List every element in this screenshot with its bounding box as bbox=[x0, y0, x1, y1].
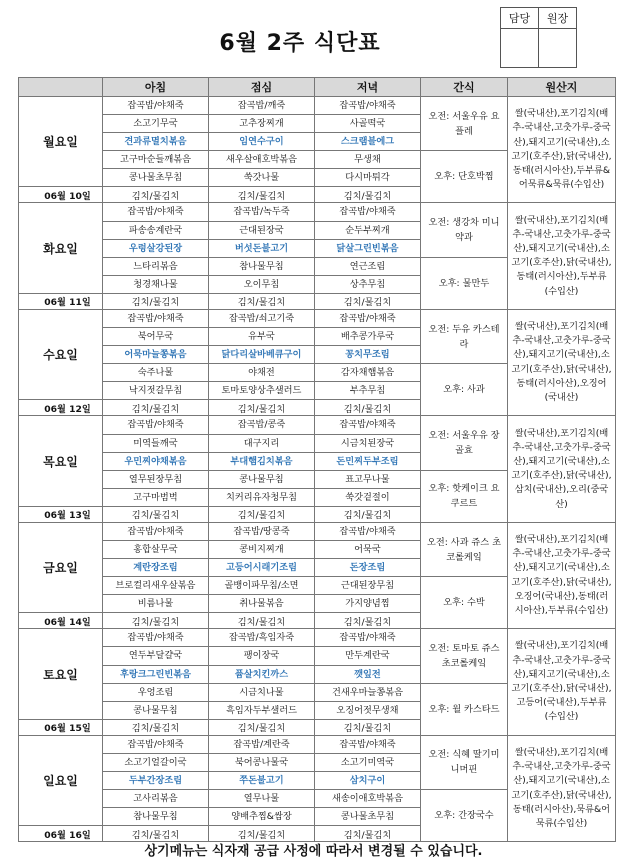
day-date: 06월 10일 bbox=[19, 187, 103, 203]
dinner-item: 잡곡밥/야채죽 bbox=[315, 309, 421, 327]
day-name: 일요일 bbox=[43, 774, 78, 789]
day-name: 금요일 bbox=[43, 561, 78, 576]
dinner-item: 오징어젓무생채 bbox=[315, 701, 421, 719]
lunch-item: 흑임자두부샐러드 bbox=[209, 701, 315, 719]
dinner-item: 돈장조림 bbox=[315, 559, 421, 577]
dinner-item: 다시마튀각 bbox=[315, 169, 421, 187]
dinner-item: 연근조림 bbox=[315, 257, 421, 275]
lunch-item: 콩비지찌개 bbox=[209, 540, 315, 558]
day-name-cell bbox=[19, 629, 103, 719]
lunch-item: 취나물볶음 bbox=[209, 595, 315, 613]
breakfast-item: 낙지젓갈무침 bbox=[103, 382, 209, 400]
breakfast-item: 열무된장무침 bbox=[103, 470, 209, 488]
lunch-item: 고등어시래기조림 bbox=[209, 559, 315, 577]
approval-label-director: 원장 bbox=[539, 8, 577, 29]
header-row bbox=[19, 78, 616, 97]
dinner-kimchi: 김치/물김치 bbox=[315, 187, 421, 203]
lunch-item: 버섯돈불고기 bbox=[209, 239, 315, 257]
dinner-item: 깻잎전 bbox=[315, 665, 421, 683]
lunch-item: 골뱅이파무침/소면 bbox=[209, 577, 315, 595]
page-title: 6월 2주 식단표 bbox=[219, 31, 381, 56]
lunch-item: 유부국 bbox=[209, 328, 315, 346]
lunch-item: 잡곡밥/쇠고기죽 bbox=[209, 309, 315, 327]
dinner-item: 사골떡국 bbox=[315, 115, 421, 133]
day-name: 월요일 bbox=[43, 135, 78, 150]
day-name-cell bbox=[19, 309, 103, 399]
lunch-item: 임연수구이 bbox=[209, 133, 315, 151]
breakfast-kimchi: 김치/물김치 bbox=[103, 400, 209, 416]
day-name-cell bbox=[19, 203, 103, 293]
dinner-item: 소고기미역국 bbox=[315, 753, 421, 771]
breakfast-item: 느타리볶음 bbox=[103, 257, 209, 275]
breakfast-item: 잡곡밥/야채죽 bbox=[103, 522, 209, 540]
lunch-item: 북어콩나물국 bbox=[209, 753, 315, 771]
dinner-item: 건새우마늘쫑볶음 bbox=[315, 683, 421, 701]
lunch-kimchi: 김치/물김치 bbox=[209, 506, 315, 522]
day-date: 06월 15일 bbox=[19, 719, 103, 735]
dinner-kimchi: 김치/물김치 bbox=[315, 719, 421, 735]
breakfast-item: 숙주나물 bbox=[103, 364, 209, 382]
dinner-item: 표고무나물 bbox=[315, 470, 421, 488]
breakfast-item: 우렁살강된장 bbox=[103, 239, 209, 257]
lunch-item: 콩나물무침 bbox=[209, 470, 315, 488]
breakfast-item: 미역들깨국 bbox=[103, 434, 209, 452]
origin-info: 쌀(국내산),포기김치(배추-국내산,고춧가루-중국산),돼지고기(국내산),소고기(호주산),닭(국내산),삼치(국내산),오리(중국산) bbox=[508, 416, 616, 522]
lunch-item: 쑥갓나물 bbox=[209, 169, 315, 187]
table-row bbox=[19, 309, 616, 327]
table-row bbox=[19, 629, 616, 647]
day-name: 토요일 bbox=[43, 667, 78, 682]
snack-afternoon: 오후: 사과 bbox=[421, 364, 508, 416]
breakfast-kimchi: 김치/물김치 bbox=[103, 826, 209, 842]
breakfast-kimchi: 김치/물김치 bbox=[103, 506, 209, 522]
breakfast-item: 북어무국 bbox=[103, 328, 209, 346]
breakfast-kimchi: 김치/물김치 bbox=[103, 613, 209, 629]
lunch-item: 부대햄김치볶음 bbox=[209, 452, 315, 470]
dinner-item: 가지양념찜 bbox=[315, 595, 421, 613]
dinner-item: 상추무침 bbox=[315, 275, 421, 293]
breakfast-item: 소고기얼갈이국 bbox=[103, 753, 209, 771]
breakfast-kimchi: 김치/물김치 bbox=[103, 293, 209, 309]
breakfast-item: 고구마순들깨볶음 bbox=[103, 151, 209, 169]
dinner-item: 스크램블에그 bbox=[315, 133, 421, 151]
snack-morning: 오전: 토마토 쥬스 초코롤케잌 bbox=[421, 629, 508, 683]
dinner-item: 순두부찌개 bbox=[315, 221, 421, 239]
snack-afternoon: 오후: 단호박찜 bbox=[421, 151, 508, 203]
breakfast-item: 계란장조림 bbox=[103, 559, 209, 577]
day-name-cell bbox=[19, 416, 103, 506]
dinner-item: 근대된장무침 bbox=[315, 577, 421, 595]
snack-morning: 오전: 식혜 딸기미니머핀 bbox=[421, 735, 508, 789]
day-name-cell bbox=[19, 735, 103, 825]
lunch-item: 참나물무침 bbox=[209, 257, 315, 275]
table-row bbox=[19, 203, 616, 221]
breakfast-item: 잡곡밥/야채죽 bbox=[103, 735, 209, 753]
breakfast-item: 참나물무침 bbox=[103, 808, 209, 826]
lunch-kimchi: 김치/물김치 bbox=[209, 293, 315, 309]
breakfast-item: 잡곡밥/야채죽 bbox=[103, 309, 209, 327]
snack-morning: 오전: 서울우유 요플레 bbox=[421, 97, 508, 151]
breakfast-kimchi: 김치/물김치 bbox=[103, 187, 209, 203]
dinner-item: 어묵국 bbox=[315, 540, 421, 558]
header-snack: 간식 bbox=[421, 78, 508, 97]
header-day bbox=[19, 78, 103, 97]
header-breakfast: 아침 bbox=[103, 78, 209, 97]
dinner-kimchi: 김치/물김치 bbox=[315, 400, 421, 416]
snack-morning: 오전: 사과 쥬스 초코롤케잌 bbox=[421, 522, 508, 576]
breakfast-item: 홍합살무국 bbox=[103, 540, 209, 558]
snack-afternoon: 오후: 간장국수 bbox=[421, 790, 508, 842]
dinner-item: 잡곡밥/야채죽 bbox=[315, 416, 421, 434]
dinner-item: 닭살그린빈볶음 bbox=[315, 239, 421, 257]
breakfast-item: 브로컬리새우살볶음 bbox=[103, 577, 209, 595]
dinner-item: 쑥갓겉절이 bbox=[315, 488, 421, 506]
dinner-item: 부추무침 bbox=[315, 382, 421, 400]
approval-sign-director[interactable] bbox=[539, 29, 577, 68]
approval-label-staff: 담당 bbox=[501, 8, 539, 29]
day-name: 수요일 bbox=[43, 348, 78, 363]
breakfast-kimchi: 김치/물김치 bbox=[103, 719, 209, 735]
dinner-kimchi: 김치/물김치 bbox=[315, 506, 421, 522]
lunch-item: 시금치나물 bbox=[209, 683, 315, 701]
lunch-item: 쭈돈불고기 bbox=[209, 772, 315, 790]
lunch-item: 팽이장국 bbox=[209, 647, 315, 665]
breakfast-item: 우민찌야채볶음 bbox=[103, 452, 209, 470]
origin-info: 쌀(국내산),포기김치(배추-국내산,고춧가루-중국산),돼지고기(국내산),소고기(호주산),닭(국내산),동태(러시아산),두부류&어묵류&묵류(수입산) bbox=[508, 97, 616, 203]
origin-info: 쌀(국내산),포기김치(배추-국내산,고춧가루-중국산),돼지고기(국내산),소고기(호주산),닭(국내산),고등어(국내산),두부류(수입산) bbox=[508, 629, 616, 735]
lunch-item: 치커리유자청무침 bbox=[209, 488, 315, 506]
lunch-item: 잡곡밥/녹두죽 bbox=[209, 203, 315, 221]
day-date: 06월 16일 bbox=[19, 826, 103, 842]
breakfast-item: 고사리볶음 bbox=[103, 790, 209, 808]
lunch-kimchi: 김치/물김치 bbox=[209, 719, 315, 735]
snack-morning: 오전: 서울우유 장골효 bbox=[421, 416, 508, 470]
dinner-item: 시금치된장국 bbox=[315, 434, 421, 452]
lunch-item: 고추장찌개 bbox=[209, 115, 315, 133]
breakfast-item: 잡곡밥/야채죽 bbox=[103, 203, 209, 221]
dinner-item: 감자채햄볶음 bbox=[315, 364, 421, 382]
snack-afternoon: 오후: 월 카스타드 bbox=[421, 683, 508, 735]
breakfast-item: 고구마범벅 bbox=[103, 488, 209, 506]
lunch-item: 잡곡밥/콩죽 bbox=[209, 416, 315, 434]
origin-info: 쌀(국내산),포기김치(배추-국내산,고춧가루-중국산),돼지고기(국내산),소고기(호주산),닭(국내산),동태(러시아산),묵류&어묵류(수입산) bbox=[508, 735, 616, 841]
breakfast-item: 후랑크그린빈볶음 bbox=[103, 665, 209, 683]
lunch-item: 대구지리 bbox=[209, 434, 315, 452]
lunch-item: 잡곡밥/깨죽 bbox=[209, 97, 315, 115]
lunch-item: 잡곡밥/땅콩죽 bbox=[209, 522, 315, 540]
dinner-item: 새송이애호박볶음 bbox=[315, 790, 421, 808]
lunch-kimchi: 김치/물김치 bbox=[209, 187, 315, 203]
breakfast-item: 소고기무국 bbox=[103, 115, 209, 133]
header-origin: 원산지 bbox=[508, 78, 616, 97]
lunch-item: 잡곡밥/흑임자죽 bbox=[209, 629, 315, 647]
day-date: 06월 12일 bbox=[19, 400, 103, 416]
lunch-item: 오이무침 bbox=[209, 275, 315, 293]
dinner-item: 만두계란국 bbox=[315, 647, 421, 665]
dinner-item: 꽁치무조림 bbox=[315, 346, 421, 364]
breakfast-item: 콩나물초무침 bbox=[103, 169, 209, 187]
footer-notice: 상기메뉴는 식자재 공급 사정에 따라서 변경될 수 있습니다. bbox=[144, 844, 483, 859]
table-row bbox=[19, 97, 616, 115]
snack-afternoon: 오후: 수박 bbox=[421, 577, 508, 629]
snack-morning: 오전: 생강차 미니약과 bbox=[421, 203, 508, 257]
lunch-item: 야채전 bbox=[209, 364, 315, 382]
dinner-item: 잡곡밥/야채죽 bbox=[315, 629, 421, 647]
day-name-cell bbox=[19, 522, 103, 612]
lunch-item: 근대된장국 bbox=[209, 221, 315, 239]
breakfast-item: 두부간장조림 bbox=[103, 772, 209, 790]
origin-info: 쌀(국내산),포기김치(배추-국내산,고춧가루-중국산),돼지고기(국내산),소고기(호주산),닭(국내산),동태(러시아산),두부류(수입산) bbox=[508, 203, 616, 309]
breakfast-item: 청경채나물 bbox=[103, 275, 209, 293]
day-name-cell bbox=[19, 97, 103, 187]
origin-info: 쌀(국내산),포기김치(배추-국내산,고춧가루-중국산),돼지고기(국내산),소고기(호주산),닭(국내산),동태(러시아산),오징어(국내산) bbox=[508, 309, 616, 415]
breakfast-item: 잡곡밥/야채죽 bbox=[103, 97, 209, 115]
lunch-item: 열무나물 bbox=[209, 790, 315, 808]
breakfast-item: 콩나물무침 bbox=[103, 701, 209, 719]
dinner-item: 잡곡밥/야채죽 bbox=[315, 203, 421, 221]
day-date: 06월 14일 bbox=[19, 613, 103, 629]
lunch-item: 잡곡밥/계란죽 bbox=[209, 735, 315, 753]
dinner-item: 삼치구이 bbox=[315, 772, 421, 790]
dinner-item: 돈민찌두부조림 bbox=[315, 452, 421, 470]
breakfast-item: 파송송계란국 bbox=[103, 221, 209, 239]
table-row bbox=[19, 416, 616, 434]
snack-morning: 오전: 두유 카스테라 bbox=[421, 309, 508, 363]
lunch-kimchi: 김치/물김치 bbox=[209, 400, 315, 416]
dinner-kimchi: 김치/물김치 bbox=[315, 826, 421, 842]
header-dinner: 저녁 bbox=[315, 78, 421, 97]
day-name: 화요일 bbox=[43, 241, 78, 256]
breakfast-item: 어묵마늘쫑볶음 bbox=[103, 346, 209, 364]
table-row bbox=[19, 735, 616, 753]
dinner-item: 잡곡밥/야채죽 bbox=[315, 735, 421, 753]
breakfast-item: 연두부달걀국 bbox=[103, 647, 209, 665]
menu-table bbox=[18, 77, 616, 842]
approval-box bbox=[500, 7, 577, 68]
dinner-kimchi: 김치/물김치 bbox=[315, 613, 421, 629]
breakfast-item: 견과류멸치볶음 bbox=[103, 133, 209, 151]
lunch-item: 새우살애호박볶음 bbox=[209, 151, 315, 169]
day-date: 06월 13일 bbox=[19, 506, 103, 522]
lunch-kimchi: 김치/물김치 bbox=[209, 826, 315, 842]
lunch-item: 토마토양상추샐러드 bbox=[209, 382, 315, 400]
breakfast-item: 잡곡밥/야채죽 bbox=[103, 629, 209, 647]
day-name: 목요일 bbox=[43, 454, 78, 469]
dinner-item: 콩나물초무침 bbox=[315, 808, 421, 826]
dinner-item: 무생채 bbox=[315, 151, 421, 169]
lunch-kimchi: 김치/물김치 bbox=[209, 613, 315, 629]
snack-afternoon: 오후: 핫케이크 요쿠르트 bbox=[421, 470, 508, 522]
origin-info: 쌀(국내산),포기김치(배추-국내산,고춧가루-중국산),돼지고기(국내산),소고기(호주산),닭(국내산),오징어(국내산),동태(러시아산),두부류(수입산) bbox=[508, 522, 616, 628]
breakfast-item: 비름나물 bbox=[103, 595, 209, 613]
snack-afternoon: 오후: 물만두 bbox=[421, 257, 508, 309]
breakfast-item: 잡곡밥/야채죽 bbox=[103, 416, 209, 434]
table-row bbox=[19, 522, 616, 540]
lunch-item: 닭다리살바베큐구이 bbox=[209, 346, 315, 364]
day-date: 06월 11일 bbox=[19, 293, 103, 309]
approval-sign-staff[interactable] bbox=[501, 29, 539, 68]
dinner-item: 배추콩가루국 bbox=[315, 328, 421, 346]
lunch-item: 퓸살치킨까스 bbox=[209, 665, 315, 683]
dinner-kimchi: 김치/물김치 bbox=[315, 293, 421, 309]
dinner-item: 잡곡밥/야채죽 bbox=[315, 522, 421, 540]
lunch-item: 양배추찜&쌈장 bbox=[209, 808, 315, 826]
breakfast-item: 우엉조림 bbox=[103, 683, 209, 701]
dinner-item: 잡곡밥/야채죽 bbox=[315, 97, 421, 115]
header-lunch: 점심 bbox=[209, 78, 315, 97]
